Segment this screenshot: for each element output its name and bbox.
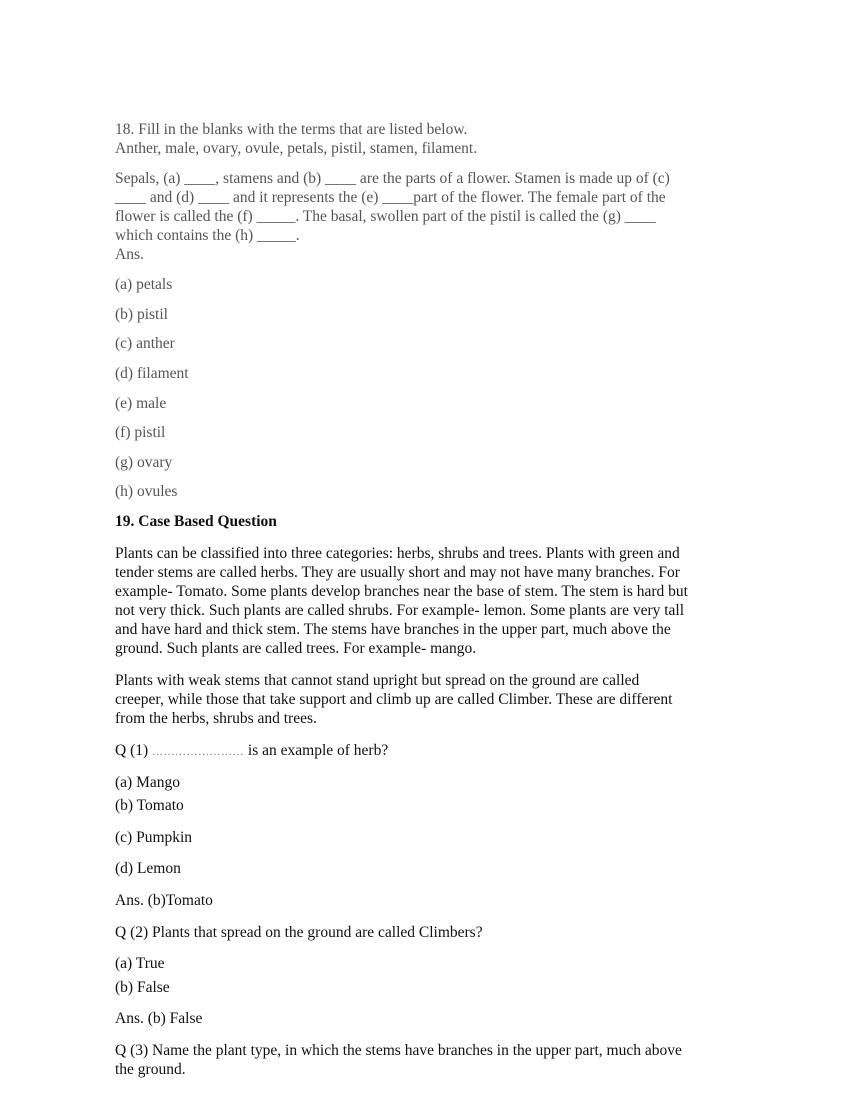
q1-option: (d) Lemon: [115, 860, 181, 877]
q19-para2-line: from the herbs, shrubs and trees.: [115, 710, 317, 727]
q18-terms: Anther, male, ovary, ovule, petals, pistil, stamen, filament.: [115, 140, 478, 157]
q18-answer: (c) anther: [115, 335, 175, 352]
q1-blank-dots: ……………………: [152, 746, 245, 758]
q1-prefix: Q (1): [115, 742, 149, 759]
q18-para-line: flower is called the (f) _____. The basal, swollen part of the pistil is called the (g) ____: [115, 208, 656, 225]
q19-para1-line: not very thick. Such plants are called shrubs. For example- lemon. Some plants are very tall: [115, 602, 685, 619]
q18-answer: (f) pistil: [115, 424, 166, 441]
q3-question-line: the ground.: [115, 1061, 186, 1078]
q18-ans-label: Ans.: [115, 246, 144, 263]
q18-para-line: ____ and (d) ____ and it represents the (e) ____part of the flower. The female part of the: [115, 189, 666, 206]
q2-question: Q (2) Plants that spread on the ground are called Climbers?: [115, 924, 483, 941]
q2-option: (b) False: [115, 979, 170, 996]
q18-answer: (b) pistil: [115, 306, 168, 323]
q1-answer: Ans. (b)Tomato: [115, 892, 213, 909]
q18-para-line: which contains the (h) _____.: [115, 227, 300, 244]
q18-answer: (h) ovules: [115, 483, 178, 500]
q2-option: (a) True: [115, 955, 165, 972]
q1-option: (b) Tomato: [115, 797, 184, 814]
q1-question: [115, 741, 388, 762]
q19-para2-line: Plants with weak stems that cannot stand upright but spread on the ground are called: [115, 672, 640, 689]
q1-option: (c) Pumpkin: [115, 829, 193, 846]
q18-answer: (d) filament: [115, 365, 189, 382]
q18-title: 18. Fill in the blanks with the terms that are listed below.: [115, 121, 468, 138]
q19-para1-line: tender stems are called herbs. They are usually short and may not have many branches. For: [115, 564, 680, 581]
q1-option: (a) Mango: [115, 774, 180, 791]
q18-answer: (g) ovary: [115, 454, 173, 471]
q3-question-line: Q (3) Name the plant type, in which the stems have branches in the upper part, much above: [115, 1042, 682, 1059]
q2-answer: Ans. (b) False: [115, 1010, 203, 1027]
q19-para1-line: ground. Such plants are called trees. For example- mango.: [115, 640, 477, 657]
q19-para1-line: example- Tomato. Some plants develop branches near the base of stem. The stem is hard but: [115, 583, 688, 600]
q19-title: 19. Case Based Question: [115, 513, 277, 530]
q18-answer: (e) male: [115, 395, 167, 412]
q19-para1-line: and have hard and thick stem. The stems have branches in the upper part, much above the: [115, 621, 671, 638]
q18-para-line: Sepals, (a) ____, stamens and (b) ____ are the parts of a flower. Stamen is made up of (c): [115, 170, 670, 187]
q19-para2-line: creeper, while those that take support and climb up are called Climber. These are different: [115, 691, 673, 708]
q19-para1-line: Plants can be classified into three categories: herbs, shrubs and trees. Plants with green and: [115, 545, 680, 562]
q1-suffix: is an example of herb?: [247, 742, 389, 759]
q18-answer: (a) petals: [115, 276, 173, 293]
